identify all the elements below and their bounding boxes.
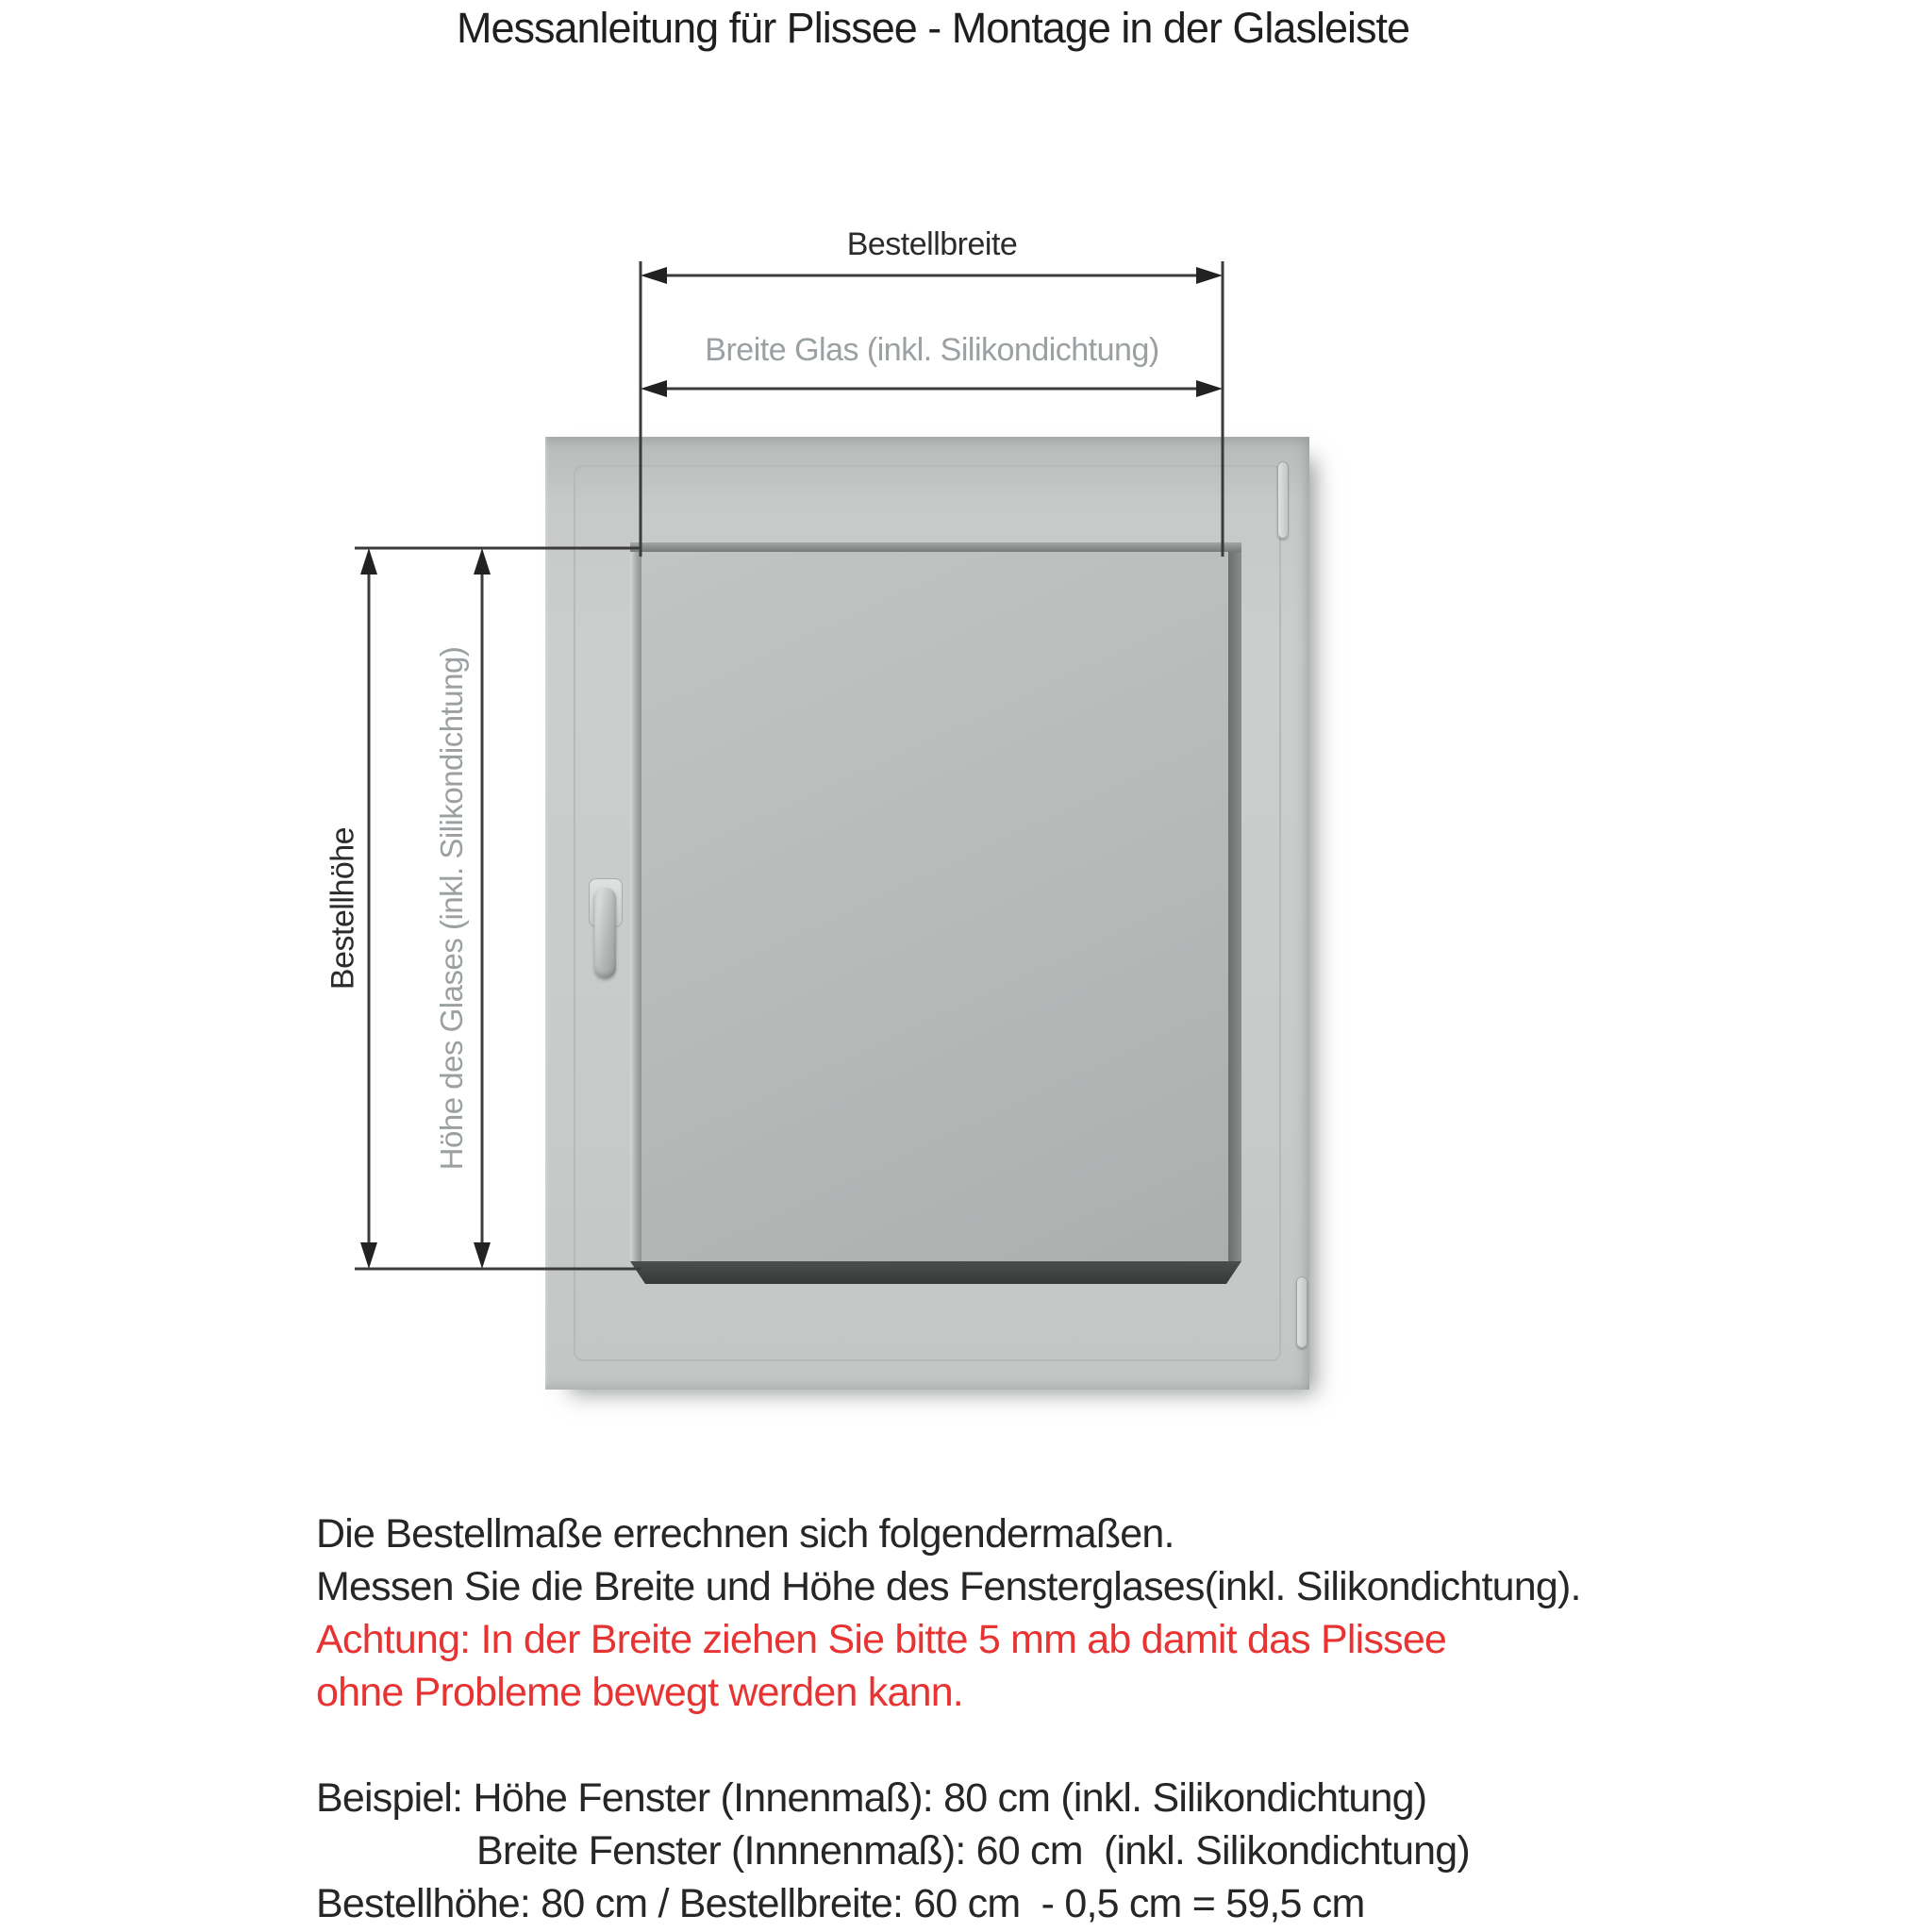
note-example-line-2: Breite Fenster (Innnenmaß): 60 cm (inkl. Silikondichtung) [476,1828,1470,1874]
label-breite-glas: Breite Glas (inkl. Silikondichtung) [705,332,1159,368]
label-bestellbreite: Bestellbreite [846,226,1018,262]
note-warning-line-2: ohne Probleme bewegt werden kann. [316,1670,963,1715]
arrowhead-left-icon [641,380,667,397]
arrowhead-down-icon [360,1242,377,1269]
arrowhead-right-icon [1196,380,1223,397]
height-measure-group [355,548,641,1269]
label-bestellhoehe: Bestellhöhe [325,826,361,991]
width-measure-group [641,261,1223,557]
arrowhead-left-icon [641,267,667,284]
label-hoehe-des-glases: Höhe des Glases (inkl. Silikondichtung) [434,646,469,1171]
note-line-1: Die Bestellmaße errechnen sich folgendermaßen. [316,1511,1174,1557]
arrowhead-right-icon [1196,267,1223,284]
note-warning-line-1: Achtung: In der Breite ziehen Sie bitte 5 mm ab damit das Plissee [316,1617,1447,1662]
note-example-line-1: Beispiel: Höhe Fenster (Innenmaß): 80 cm (inkl. Silikondichtung) [316,1775,1427,1821]
arrowhead-up-icon [474,548,491,575]
note-example-line-3: Bestellhöhe: 80 cm / Bestellbreite: 60 cm - 0,5 cm = 59,5 cm [316,1881,1365,1926]
arrowhead-down-icon [474,1242,491,1269]
note-line-2: Messen Sie die Breite und Höhe des Fensterglases(inkl. Silikondichtung). [316,1564,1581,1609]
page-title: Messanleitung für Plissee - Montage in der Glasleiste [456,4,1410,52]
arrowhead-up-icon [360,548,377,575]
